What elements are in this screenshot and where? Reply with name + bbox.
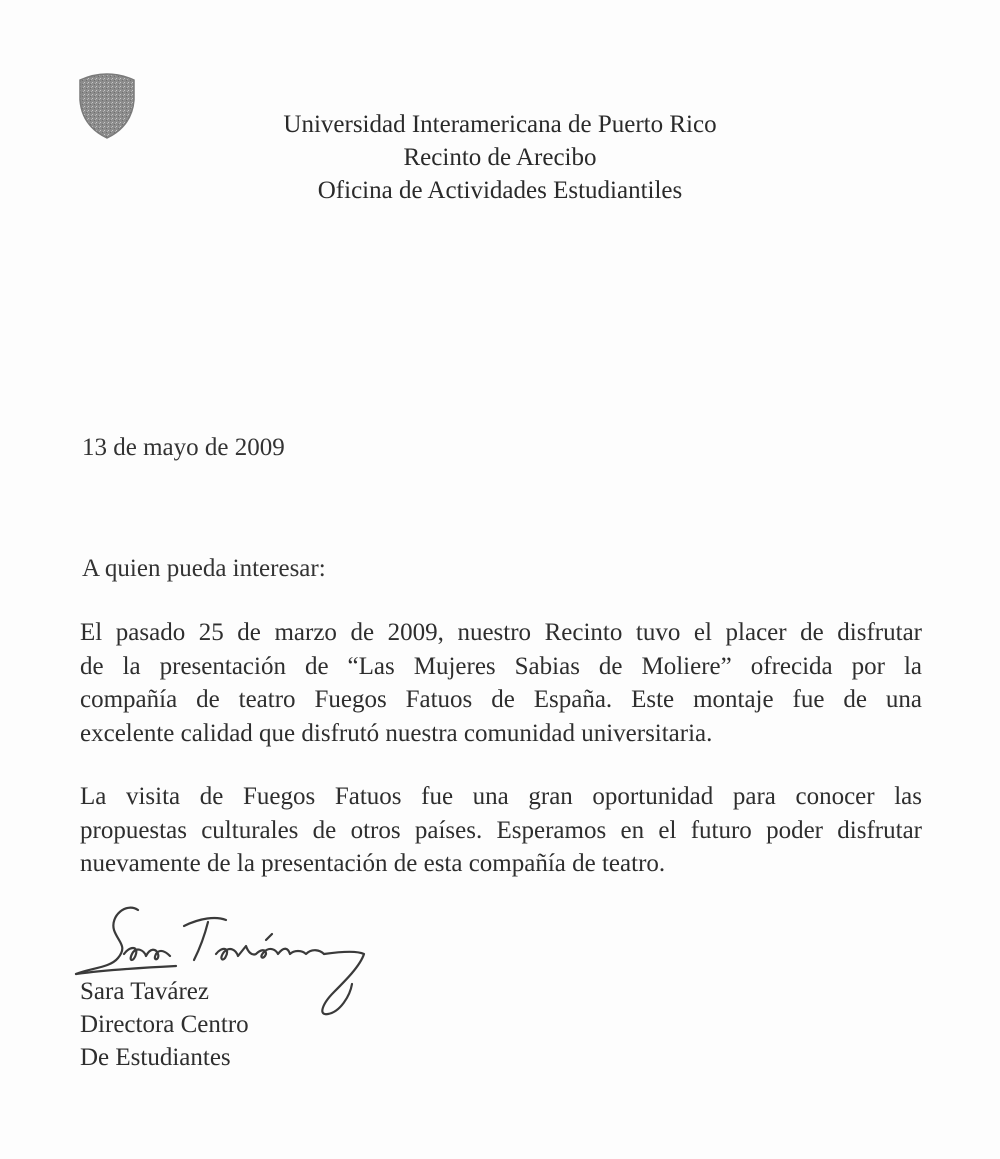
signature-block [80,975,249,1074]
paragraph-line: propuestas culturales de otros países. Esperamos en el futuro poder disfrutar [80,816,922,844]
signer-department: De Estudiantes [80,1044,231,1071]
signer-name: Sara Tavárez [80,978,209,1005]
letter-date: 13 de mayo de 2009 [82,434,285,461]
paragraph-line: El pasado 25 de marzo de 2009, nuestro Recinto tuvo el placer de disfrutar [80,619,922,646]
body-paragraph-1 [80,616,922,750]
letterhead-university: Universidad Interamericana de Puerto Rico [283,111,717,138]
paragraph-line: excelente calidad que disfrutó nuestra comunidad universitaria. [80,719,713,747]
letterhead-office: Oficina de Actividades Estudiantiles [317,177,683,204]
paragraph-line: de la presentación de “Las Mujeres Sabias de Moliere” ofrecida por la [80,652,922,680]
letterhead [200,108,800,207]
body-paragraph-2 [80,780,922,881]
salutation: A quien pueda interesar: [82,555,326,582]
paragraph-line: nuevamente de la presentación de esta compañía de teatro. [80,850,666,877]
paragraph-line: compañía de teatro Fuegos Fatuos de España. Este montaje fue de una [80,686,922,713]
letterhead-campus: Recinto de Arecibo [403,144,597,171]
paragraph-line: La visita de Fuegos Fatuos fue una gran oportunidad para conocer las [80,783,922,810]
signer-title: Directora Centro [80,1011,249,1038]
university-shield-logo [72,66,142,140]
